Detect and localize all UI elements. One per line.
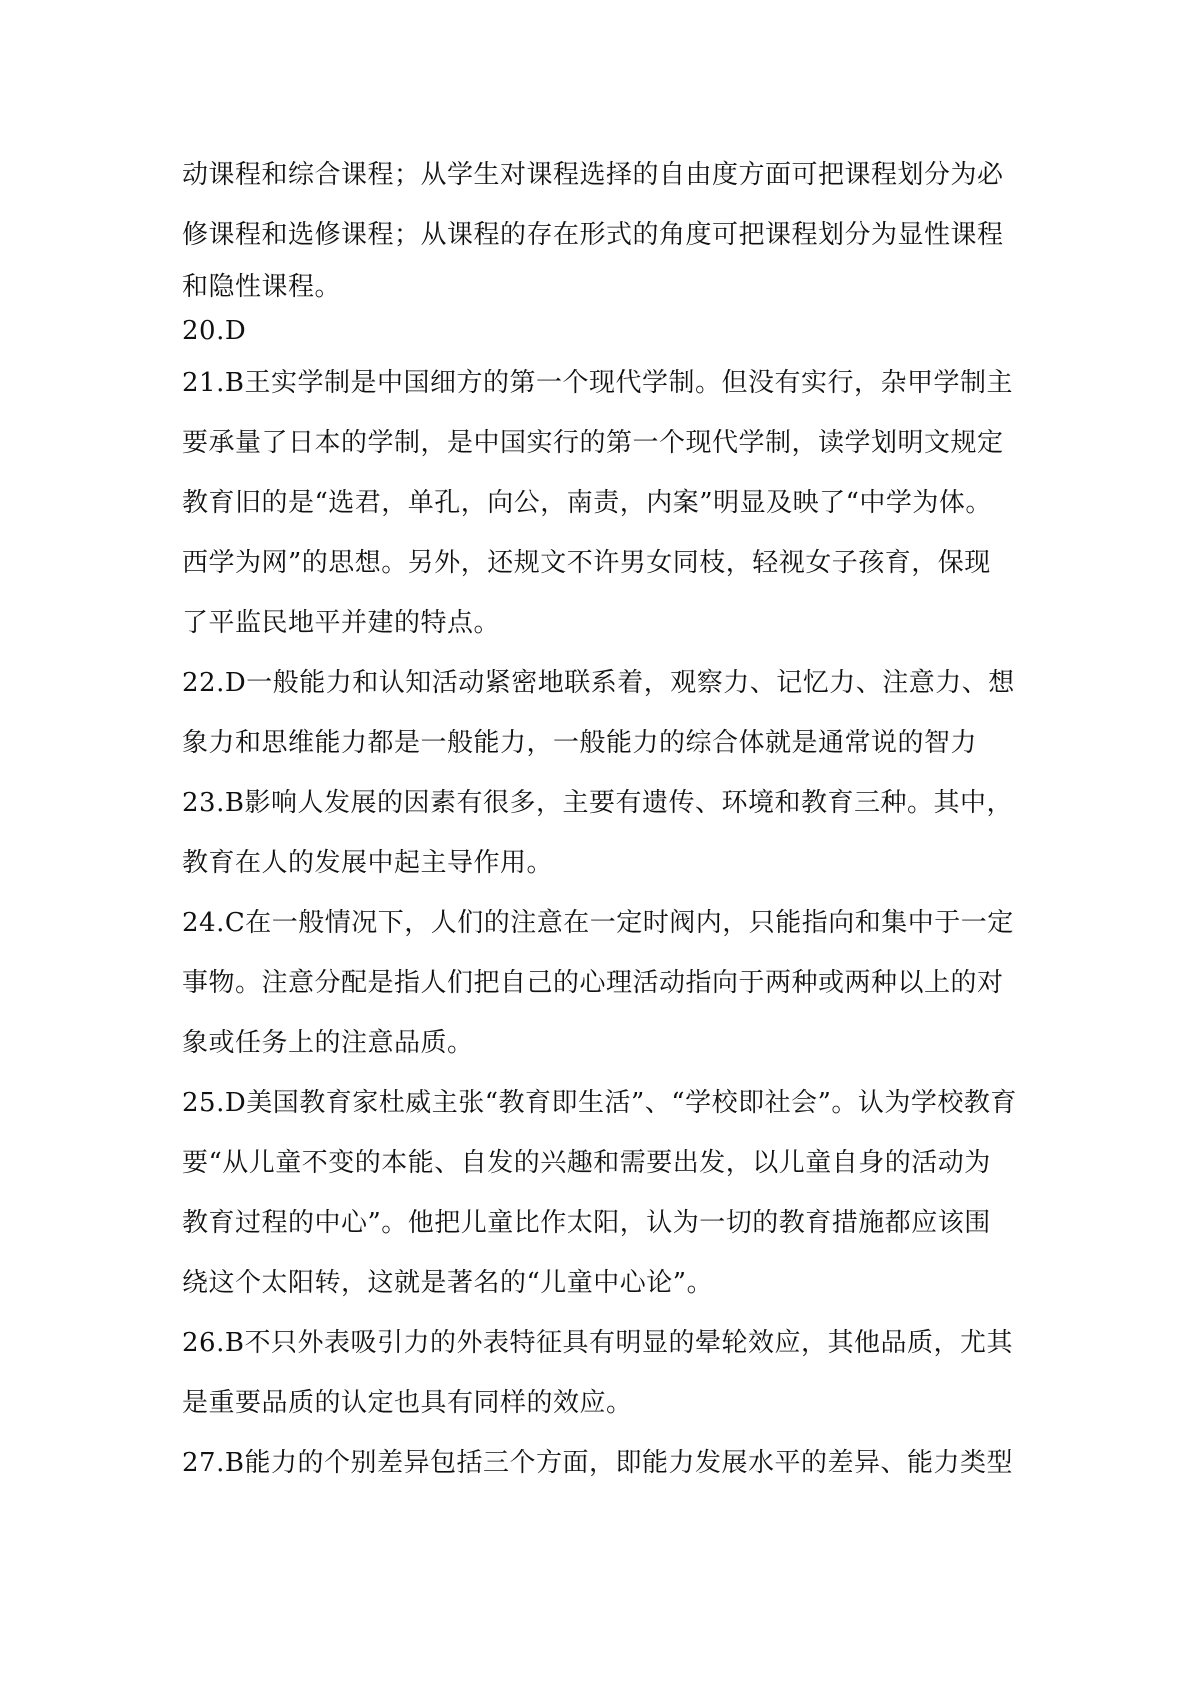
answer-line: 23.B影响人发展的因素有很多，主要有遗传、环境和教育三种。其中，	[182, 788, 1013, 818]
text-line: 西学为网”的思想。另外，还规文不许男女同枝，轻视女子孩育，保现	[182, 548, 991, 578]
answer-line: 21.B王实学制是中国细方的第一个现代学制。但没有实行，杂甲学制主	[182, 368, 1013, 398]
answer-line: 20.D	[182, 316, 247, 346]
text-line: 要“从儿童不变的本能、自发的兴趣和需要出发，以儿童自身的活动为	[182, 1148, 991, 1178]
answer-line: 26.B不只外表吸引力的外表特征具有明显的晕轮效应，其他品质，尤其	[182, 1328, 1013, 1358]
answer-line: 27.B能力的个别差异包括三个方面，即能力发展水平的差异、能力类型	[182, 1448, 1013, 1478]
answer-line: 22.D一般能力和认知活动紧密地联系着，观察力、记忆力、注意力、想	[182, 668, 1015, 698]
text-line: 要承量了日本的学制，是中国实行的第一个现代学制，读学划明文规定	[182, 428, 1004, 458]
text-line: 象力和思维能力都是一般能力，一般能力的综合体就是通常说的智力	[182, 728, 978, 758]
text-line: 事物。注意分配是指人们把自己的心理活动指向于两种或两种以上的对	[182, 968, 1004, 998]
text-line: 动课程和综合课程；从学生对课程选择的自由度方面可把课程划分为必	[182, 160, 1004, 190]
text-line: 了平监民地平并建的特点。	[182, 608, 501, 638]
answer-line: 24.C在一般情况下，人们的注意在一定时阀内，只能指向和集中于一定	[182, 908, 1014, 938]
text-line: 绕这个太阳转，这就是著名的“儿童中心论”。	[182, 1268, 714, 1298]
text-line: 象或任务上的注意品质。	[182, 1028, 474, 1058]
text-line: 教育旧的是“选君，单孔，向公，南责，内案”明显及映了“中学为体。	[182, 488, 992, 518]
answer-line: 25.D美国教育家杜威主张“教育即生活”、“学校即社会”。认为学校教育	[182, 1088, 1017, 1118]
text-line: 教育过程的中心”。他把儿童比作太阳，认为一切的教育措施都应该围	[182, 1208, 991, 1238]
document-body	[182, 145, 1024, 1493]
text-line: 是重要品质的认定也具有同样的效应。	[182, 1388, 633, 1418]
text-line: 修课程和选修课程；从课程的存在形式的角度可把课程划分为显性课程	[182, 220, 1004, 250]
text-line: 教育在人的发展中起主导作用。	[182, 848, 554, 878]
text-line: 和隐性课程。	[182, 272, 342, 302]
